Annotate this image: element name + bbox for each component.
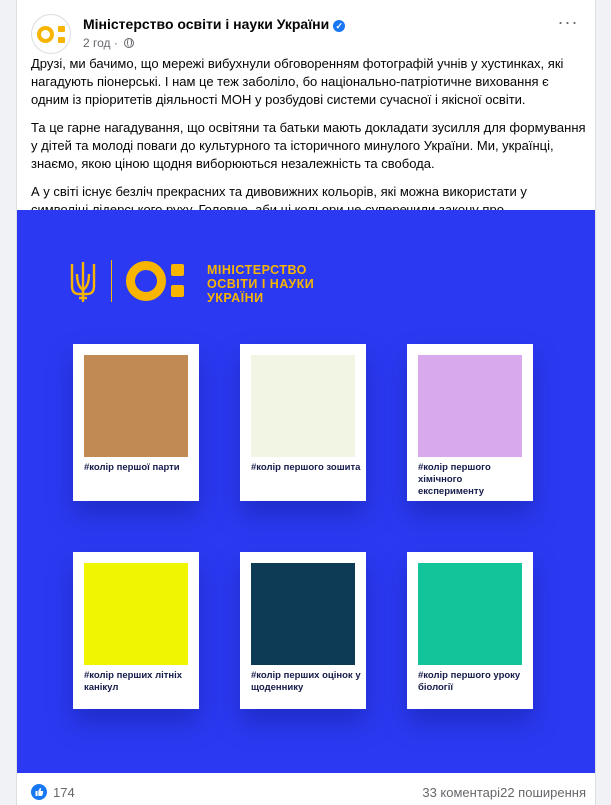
- post-paragraph: Друзі, ми бачимо, що мережі вибухнули обговоренням фотографій учнів у хустинках, які нагадують піонерські. І нам це теж заболіло, бо національно-патріотичне виховання є одним із пріоритетів діяльності МОН у розбудові системи сучасної і якісної освіти.: [31, 56, 564, 107]
- tile-label: #колір першої парти: [84, 462, 180, 473]
- post-image[interactable]: [17, 210, 595, 773]
- tile-label: #колір першого зошита: [251, 462, 361, 473]
- page-avatar[interactable]: [31, 14, 71, 54]
- trident-icon: [69, 260, 97, 304]
- post-meta: 2 год ·: [83, 36, 134, 50]
- page-name-row: [83, 16, 345, 32]
- post-paragraph: Та це гарне нагадування, що освітяни та батьки мають докладати зусилля для формування у дітей та молоді поваги до культурного та історичного минулого України. Ми, українці, знаємо, якою ціною щодня виборюються незалежність та свобода.: [31, 120, 586, 171]
- post-footer: [31, 783, 586, 803]
- tile-label: #колір перших літніх канікул: [84, 670, 183, 693]
- logo-divider: [111, 260, 112, 302]
- like-reaction-icon[interactable]: [31, 784, 47, 800]
- post-card: [16, 0, 596, 805]
- comments-count-link[interactable]: 33 коментарі: [422, 785, 500, 800]
- color-tile: [407, 344, 533, 501]
- color-swatch: [251, 563, 355, 665]
- color-tile: [73, 344, 199, 501]
- page-name-link[interactable]: Міністерство освіти і науки України: [83, 16, 330, 32]
- color-swatch: [418, 563, 522, 665]
- tile-label: #колір перших оцінок у щоденнику: [251, 670, 361, 693]
- color-tile: [73, 552, 199, 709]
- tile-label: #колір першого уроку біології: [418, 670, 521, 693]
- logo-square-icon: [58, 37, 65, 43]
- color-tile: [407, 552, 533, 709]
- logo-wordmark: [207, 263, 314, 305]
- verified-badge-icon: ✓: [333, 20, 345, 32]
- logo-ring-icon: [126, 261, 166, 301]
- shares-count-link[interactable]: 22 поширення: [500, 785, 586, 800]
- logo-line: МІНІСТЕРСТВО: [207, 263, 307, 277]
- post-header: [31, 12, 583, 56]
- logo-line: УКРАЇНИ: [207, 291, 264, 305]
- color-swatch: [84, 355, 188, 457]
- logo-square-icon: [171, 285, 184, 297]
- post-time-link[interactable]: 2 год: [83, 36, 111, 50]
- logo-square-icon: [171, 264, 184, 276]
- color-swatch: [418, 355, 522, 457]
- color-tile: [240, 552, 366, 709]
- globe-icon: [124, 38, 134, 48]
- post-paragraph: А у світі існує безліч прекрасних та дивовижних кольорів, які можна використати у: [31, 184, 527, 199]
- tile-label: #колір першого хімічного експерименту: [418, 462, 491, 497]
- logo-ring-icon: [37, 26, 54, 43]
- more-options-button[interactable]: ···: [557, 12, 579, 32]
- reaction-count[interactable]: 174: [53, 785, 75, 800]
- logo-square-icon: [58, 26, 65, 32]
- color-tile: [240, 344, 366, 501]
- color-swatch: [84, 563, 188, 665]
- color-swatch: [251, 355, 355, 457]
- logo-line: ОСВІТИ І НАУКИ: [207, 277, 315, 291]
- ministry-logo: [69, 260, 369, 310]
